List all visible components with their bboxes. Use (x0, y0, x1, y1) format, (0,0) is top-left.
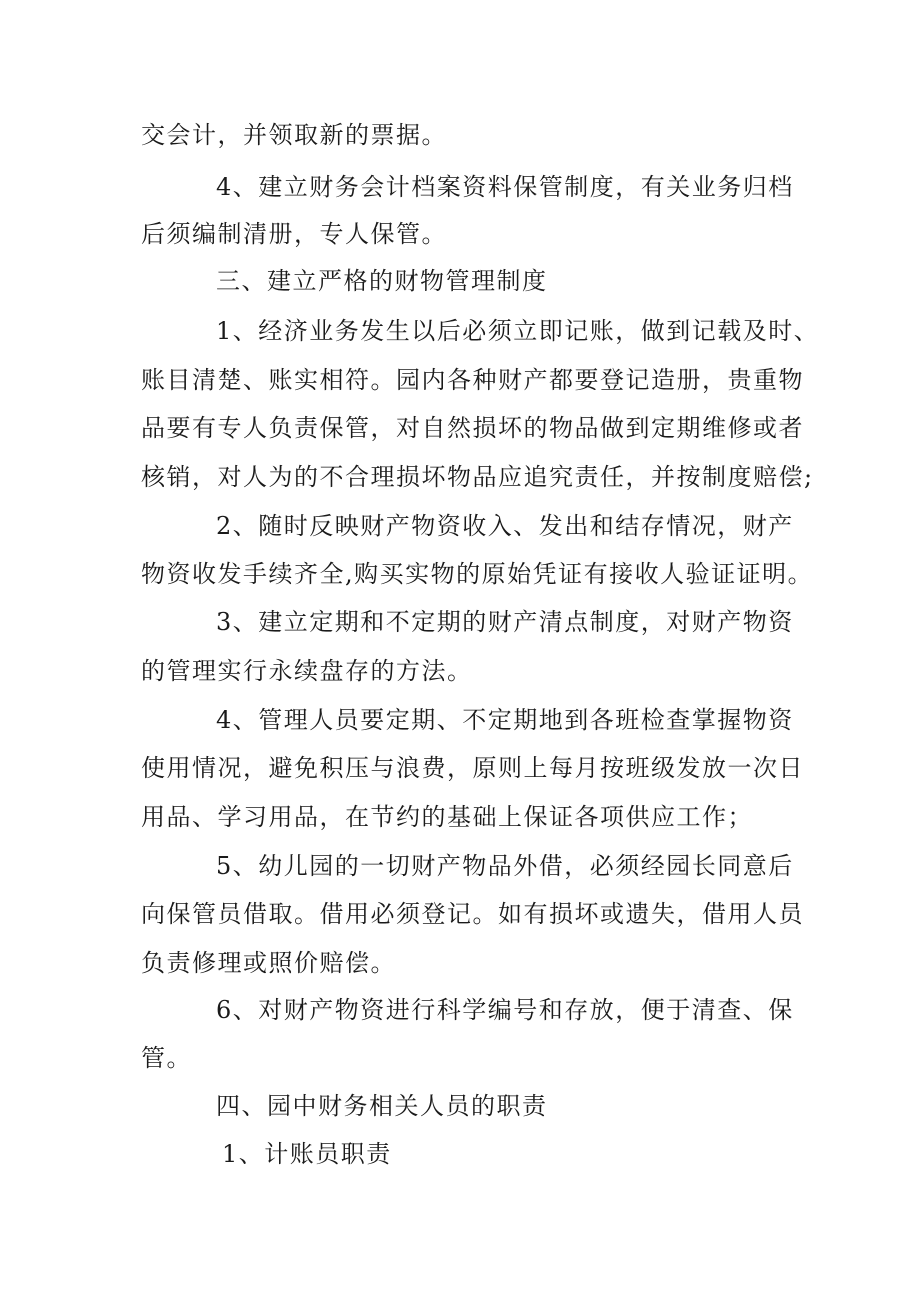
text-line-1: 交会计，并领取新的票据。 (141, 121, 447, 149)
text-line-17: 向保管员借取。借用必须登记。如有损坏或遗失，借用人员 (141, 900, 804, 928)
text-line-8: 核销，对人为的不合理损坏物品应追究责任，并按制度赔偿; (141, 463, 814, 491)
text-line-16: 5、幼儿园的一切财产物品外借，必须经园长同意后 (216, 852, 794, 880)
text-line-3: 后须编制清册，专人保管。 (141, 220, 447, 248)
sub-heading-1: 1、计账员职责 (222, 1140, 392, 1168)
text-line-6: 账目清楚、账实相符。园内各种财产都要登记造册，贵重物 (141, 366, 804, 394)
text-line-10: 物资收发手续齐全,购买实物的原始凭证有接收人验证证明。 (141, 560, 814, 588)
text-line-20: 管。 (141, 1044, 192, 1072)
text-line-19: 6、对财产物资进行科学编号和存放，便于清查、保 (216, 996, 794, 1024)
text-line-18: 负责修理或照价赔偿。 (141, 949, 396, 977)
text-line-5: 1、经济业务发生以后必须立即记账，做到记载及时、 (216, 317, 820, 345)
text-line-13: 4、管理人员要定期、不定期地到各班检查掌握物资 (216, 706, 794, 734)
section-heading-3: 三、建立严格的财物管理制度 (216, 267, 548, 295)
text-line-7: 品要有专人负责保管，对自然损坏的物品做到定期维修或者 (141, 414, 804, 442)
text-line-2: 4、建立财务会计档案资料保管制度，有关业务归档 (216, 173, 794, 201)
text-line-12: 的管理实行永续盘存的方法。 (141, 657, 473, 685)
text-line-15: 用品、学习用品，在节约的基础上保证各项供应工作； (141, 803, 753, 831)
text-line-11: 3、建立定期和不定期的财产清点制度，对财产物资 (216, 608, 794, 636)
text-line-14: 使用情况，避免积压与浪费，原则上每月按班级发放一次日 (141, 754, 804, 782)
text-line-9: 2、随时反映财产物资收入、发出和结存情况，财产 (216, 512, 794, 540)
section-heading-4: 四、园中财务相关人员的职责 (216, 1092, 548, 1120)
